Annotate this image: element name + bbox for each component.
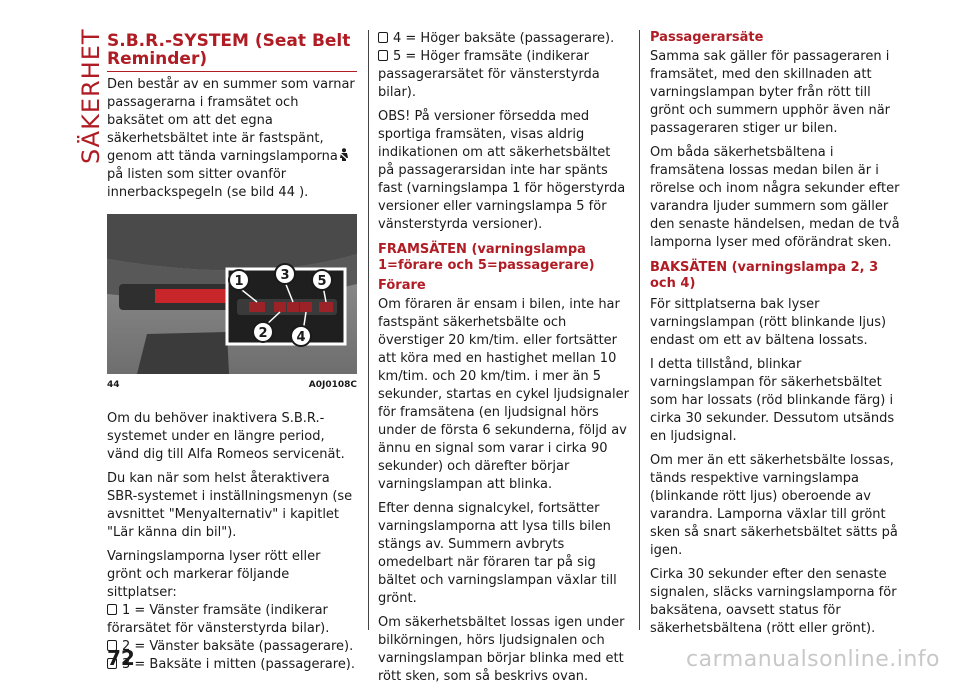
column-2 bbox=[378, 30, 630, 692]
paragraph: Den består av en summer som varnar passagerarna i framsätet och baksätet om att det egna säkerhetsbältet inte är fastspänt, genom att tända varningslamporna på listen som sitter ovanför innerbackspegeln (se bild 44 ). bbox=[107, 77, 355, 200]
callout-4 bbox=[291, 326, 311, 346]
list-item: 5 = Höger framsäte (indikerar passagerarsätet för vänsterstyrda bilar). bbox=[378, 49, 600, 100]
subheading-passenger-seat: Passagerarsäte bbox=[650, 30, 764, 45]
figure-caption bbox=[107, 376, 357, 394]
svg-text:5: 5 bbox=[317, 274, 327, 289]
list-item: 2 = Vänster baksäte (passagerare). bbox=[107, 638, 357, 656]
column-divider bbox=[368, 30, 369, 630]
paragraph: För sittplatserna bak lyser varningslampan (rött blinkande ljus) endast om ett av bältena lossats. bbox=[650, 297, 887, 348]
svg-text:4: 4 bbox=[296, 330, 306, 345]
column-divider bbox=[639, 30, 640, 630]
column-1 bbox=[107, 30, 357, 674]
list-item: 1 = Vänster framsäte (indikerar förarsätet för vänsterstyrda bilar). bbox=[107, 603, 330, 636]
callout-3 bbox=[275, 264, 295, 284]
figure-illustration bbox=[107, 214, 357, 374]
paragraph: Samma sak gäller för passageraren i framsätet, med den skillnaden att varningslampan byter från rött till grönt och summern upphör även när passageraren stiger ur bilen. bbox=[650, 49, 891, 136]
callout-2 bbox=[253, 322, 273, 342]
list-item: 3 = Baksäte i mitten (passagerare). bbox=[107, 656, 357, 674]
chapter-title-text: SÄKERHET bbox=[77, 28, 105, 164]
paragraph: I detta tillstånd, blinkar varningslampan för säkerhetsbältet som har lossats (röd blinkande färg) i cirka 30 sekunder. Dessutom utsänds en ljudsignal. bbox=[650, 357, 895, 444]
paragraph: Cirka 30 sekunder efter den senaste signalen, släcks varningslamporna för baksätena, oavsett status för säkerhetsbältena (rött eller grönt). bbox=[650, 567, 897, 636]
callout-5 bbox=[312, 270, 332, 290]
section-heading-sbr: S.B.R.-SYSTEM (Seat Belt Reminder) bbox=[107, 32, 357, 72]
paragraph: Om föraren är ensam i bilen, inte har fastspänt säkerhetsbälte och överstiger 20 km/tim. eller fortsätter att köra med en hastighet mellan 10 km/tim. och 20 km/tim. i mer än 5 sekunder, startas en cykel ljudsignaler för framsätena (en ljudsignal hörs under de första 6 sekunderna, följd av ännu en signal som varar i cirka 90 sekunder) och därefter börjar varningslampan att blinka. bbox=[378, 297, 629, 492]
paragraph: Om säkerhetsbältet lossas igen under bilkörningen, hörs ljudsignalen och varningslampan börjar blinka med ett rött sken, som så beskrivs ovan. bbox=[378, 615, 625, 684]
paragraph: Varningslamporna lyser rött eller grönt och markerar följande sittplatser: bbox=[107, 549, 321, 600]
section-heading-front-seats: FRAMSÄTEN (varningslampa 1=förare och 5=passagerare) bbox=[378, 242, 595, 273]
svg-text:1: 1 bbox=[234, 274, 244, 289]
page-number: 72 bbox=[107, 646, 135, 670]
paragraph: OBS! På versioner försedda med sportiga framsäten, visas aldrig indikationen om att säkerhetsbältet på passagerarsidan inte har spänts fast (varningslampa 1 för högerstyrda versioner eller varningslampa 5 för vänsterstyrda versioner). bbox=[378, 109, 626, 232]
paragraph: Efter denna signalcykel, fortsätter varningslamporna att lysa tills bilen stängs av. Summern avbryts omedelbart när föraren tar på sig bältet och varningslampan växlar till grönt. bbox=[378, 501, 617, 606]
section-heading-rear-seats: BAKSÄTEN (varningslampa 2, 3 och 4) bbox=[650, 260, 879, 291]
svg-text:3: 3 bbox=[280, 268, 290, 283]
callout-1 bbox=[229, 270, 249, 290]
figure-code: A0J0108C bbox=[308, 380, 357, 390]
paragraph: Du kan när som helst återaktivera SBR-systemet i inställningsmenyn (se avsnittet "Menyalternativ" i kapitlet "Lär känna din bil"). bbox=[107, 471, 353, 540]
seat-checkbox-icon bbox=[378, 50, 388, 61]
paragraph: Om båda säkerhetsbältena i framsätena lossas medan bilen är i rörelse och inom några sekunder efter varandra ljuder summern som gäller den senaste händelsen, medan de två lamporna lyser med oförändrat sken. bbox=[650, 145, 900, 250]
paragraph: Om du behöver inaktivera S.B.R.-systemet under en längre period, vänd dig till Alfa Romeos servicenät. bbox=[107, 411, 345, 462]
watermark: carmanualsonline.info bbox=[686, 647, 940, 672]
svg-text:2: 2 bbox=[258, 326, 268, 341]
figure-seatbelt-reminder-panel bbox=[107, 214, 357, 374]
column-3 bbox=[650, 30, 900, 644]
seatbelt-warning-icon bbox=[338, 148, 350, 162]
subheading-driver: Förare bbox=[378, 278, 426, 293]
figure-number: 44 bbox=[107, 380, 120, 390]
paragraph: Om mer än ett säkerhetsbälte lossas, tänds respektive varningslampa (blinkande rött ljus) oberoende av varandra. Lamporna växlar till grönt sken så snart säkerhetsbältet sätts på igen. bbox=[650, 453, 898, 558]
seat-checkbox-icon bbox=[378, 32, 388, 43]
list-item: 4 = Höger baksäte (passagerare). bbox=[378, 30, 630, 48]
chapter-side-title bbox=[50, 22, 105, 164]
seat-checkbox-icon bbox=[107, 604, 117, 615]
